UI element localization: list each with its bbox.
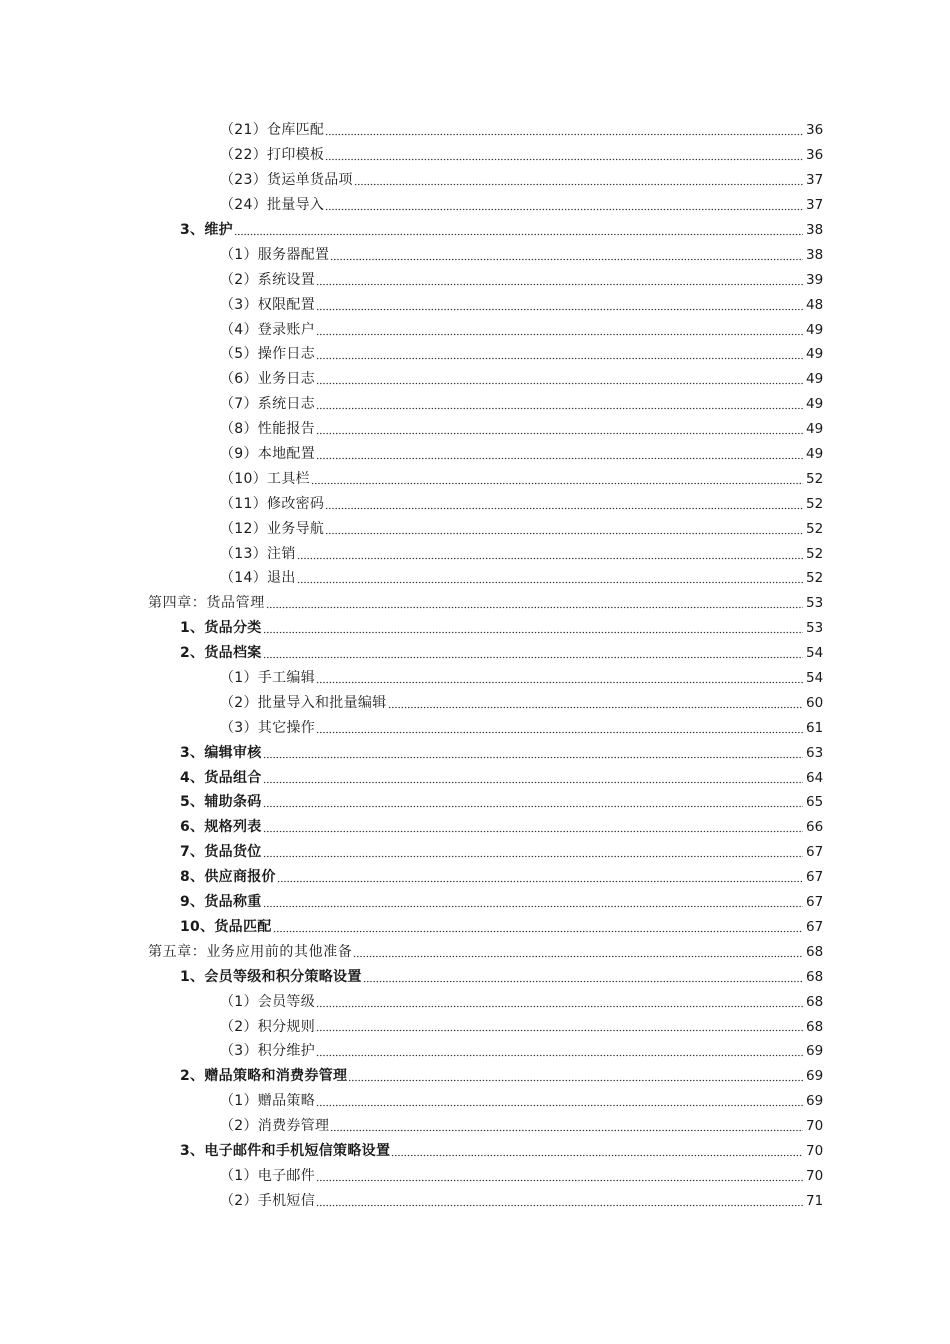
toc-entry[interactable] (0, 591, 950, 616)
toc-page-number: 48 (806, 296, 824, 313)
toc-entry-title: 10、货品匹配 (180, 918, 272, 935)
toc-page-number: 52 (806, 470, 824, 487)
toc-entry-title: 1、会员等级和积分策略设置 (180, 968, 362, 985)
toc-entry-title: （2）消费券管理 (220, 1118, 330, 1135)
toc-page-number: 53 (806, 620, 824, 637)
toc-dot-leader (266, 606, 803, 610)
toc-page-number: 49 (806, 371, 824, 388)
toc-entry[interactable] (0, 815, 950, 840)
toc-dot-leader (354, 183, 803, 187)
toc-page-number: 37 (806, 197, 824, 214)
toc-dot-leader (316, 730, 803, 734)
toc-page-number: 69 (806, 1068, 824, 1085)
toc-dot-leader (263, 656, 803, 660)
toc-entry[interactable] (0, 193, 950, 218)
toc-page-number: 49 (806, 421, 824, 438)
toc-entry[interactable] (0, 765, 950, 790)
toc-page-number: 60 (806, 694, 824, 711)
toc-entry[interactable] (0, 143, 950, 168)
toc-entry-title: （21）仓库匹配 (220, 122, 325, 139)
table-of-contents (0, 118, 950, 1213)
toc-dot-leader (325, 133, 803, 137)
toc-dot-leader (316, 382, 803, 386)
toc-page-number: 68 (806, 993, 824, 1010)
toc-page-number: 67 (806, 844, 824, 861)
toc-dot-leader (325, 531, 803, 535)
toc-entry-title: （12）业务导航 (220, 520, 325, 537)
toc-entry[interactable] (0, 442, 950, 467)
toc-entry[interactable] (0, 915, 950, 940)
toc-page-number: 70 (806, 1118, 824, 1135)
toc-entry[interactable] (0, 168, 950, 193)
toc-entry-title: 2、货品档案 (180, 645, 262, 662)
toc-entry-title: 5、辅助条码 (180, 794, 262, 811)
toc-dot-leader (316, 357, 803, 361)
toc-dot-leader (316, 307, 803, 311)
toc-dot-leader (263, 780, 803, 784)
toc-entry[interactable] (0, 1089, 950, 1114)
toc-entry-title: 1、货品分类 (180, 620, 262, 637)
toc-page-number: 52 (806, 545, 824, 562)
toc-entry-title: 6、规格列表 (180, 819, 262, 836)
toc-dot-leader (316, 680, 803, 684)
toc-entry[interactable] (0, 342, 950, 367)
toc-entry-title: （1）会员等级 (220, 993, 316, 1010)
toc-entry-title: 3、维护 (180, 222, 233, 238)
toc-entry[interactable] (0, 641, 950, 666)
toc-dot-leader (263, 805, 803, 809)
toc-entry-title: （3）积分维护 (220, 1043, 316, 1060)
toc-dot-leader (234, 232, 803, 236)
toc-entry-title: （2）批量导入和批量编辑 (220, 694, 387, 711)
toc-dot-leader (316, 432, 803, 436)
toc-page-number: 71 (806, 1192, 824, 1209)
toc-page-number: 63 (806, 744, 824, 761)
toc-dot-leader (316, 407, 803, 411)
toc-dot-leader (263, 905, 803, 909)
toc-entry[interactable] (0, 1139, 950, 1164)
toc-dot-leader (353, 954, 803, 958)
toc-page-number: 54 (806, 670, 824, 687)
toc-dot-leader (316, 332, 803, 336)
toc-page-number: 68 (806, 943, 824, 960)
toc-entry-title: 4、货品组合 (180, 769, 262, 786)
toc-entry[interactable] (0, 541, 950, 566)
toc-entry[interactable] (0, 715, 950, 740)
toc-entry-title: （24）批量导入 (220, 197, 325, 214)
toc-entry[interactable] (0, 840, 950, 865)
toc-entry[interactable] (0, 516, 950, 541)
toc-entry[interactable] (0, 989, 950, 1014)
toc-dot-leader (316, 1178, 803, 1182)
toc-entry[interactable] (0, 1163, 950, 1188)
toc-entry[interactable] (0, 690, 950, 715)
toc-entry-title: （1）手工编辑 (220, 670, 316, 687)
toc-entry-title: 7、货品货位 (180, 844, 262, 861)
toc-dot-leader (388, 705, 803, 709)
toc-entry[interactable] (0, 392, 950, 417)
toc-entry-title: （2）系统设置 (220, 271, 316, 288)
toc-entry-title: （10）工具栏 (220, 470, 310, 487)
toc-entry-title: 8、供应商报价 (180, 869, 276, 886)
toc-page-number: 68 (806, 1018, 824, 1035)
toc-entry[interactable] (0, 317, 950, 342)
toc-page-number: 65 (806, 794, 824, 811)
toc-page-number: 67 (806, 894, 824, 911)
toc-entry-title: （2）手机短信 (220, 1192, 316, 1209)
toc-entry[interactable] (0, 218, 950, 243)
toc-entry[interactable] (0, 666, 950, 691)
toc-entry-title: （23）货运单货品项 (220, 172, 353, 189)
toc-page-number: 36 (806, 122, 824, 139)
toc-entry-title: （5）操作日志 (220, 346, 316, 363)
toc-entry[interactable] (0, 417, 950, 442)
toc-entry[interactable] (0, 242, 950, 267)
toc-page-number: 64 (806, 769, 824, 786)
toc-entry[interactable] (0, 1064, 950, 1089)
toc-page-number: 69 (806, 1093, 824, 1110)
toc-dot-leader (316, 1054, 803, 1058)
toc-entry[interactable] (0, 790, 950, 815)
toc-entry[interactable] (0, 267, 950, 292)
toc-dot-leader (316, 1029, 803, 1033)
toc-page-number: 49 (806, 396, 824, 413)
toc-entry-title: （6）业务日志 (220, 371, 316, 388)
toc-entry[interactable] (0, 865, 950, 890)
toc-entry[interactable] (0, 1188, 950, 1213)
toc-entry-title: 3、编辑审核 (180, 744, 262, 761)
toc-dot-leader (263, 855, 803, 859)
toc-entry[interactable] (0, 740, 950, 765)
toc-entry-title: （1）电子邮件 (220, 1167, 316, 1184)
toc-page-number: 49 (806, 321, 824, 338)
toc-entry[interactable] (0, 491, 950, 516)
toc-page-number: 38 (806, 222, 824, 238)
toc-page-number: 38 (806, 246, 824, 263)
toc-entry[interactable] (0, 566, 950, 591)
toc-dot-leader (297, 556, 803, 560)
toc-entry-title: （3）权限配置 (220, 296, 316, 313)
toc-page-number: 39 (806, 271, 824, 288)
toc-page-number: 52 (806, 570, 824, 587)
toc-entry[interactable] (0, 616, 950, 641)
toc-entry-title: （1）赠品策略 (220, 1093, 316, 1110)
toc-page-number: 52 (806, 495, 824, 512)
toc-entry-title: （14）退出 (220, 570, 296, 587)
toc-page-number: 69 (806, 1043, 824, 1060)
toc-entry-title: （1）服务器配置 (220, 246, 330, 263)
toc-dot-leader (263, 830, 803, 834)
toc-entry[interactable] (0, 939, 950, 964)
toc-dot-leader (316, 1004, 803, 1008)
toc-dot-leader (316, 282, 803, 286)
toc-dot-leader (311, 481, 803, 485)
toc-page-number: 61 (806, 719, 824, 736)
toc-page-number: 68 (806, 968, 824, 985)
toc-page-number: 67 (806, 918, 824, 935)
toc-entry-title: 第四章：货品管理 (148, 595, 265, 612)
toc-page-number: 36 (806, 147, 824, 164)
toc-page-number: 53 (806, 595, 824, 612)
toc-dot-leader (330, 257, 803, 261)
toc-page-number: 66 (806, 819, 824, 836)
toc-dot-leader (363, 979, 803, 983)
toc-page-number: 52 (806, 520, 824, 537)
toc-page-number: 49 (806, 346, 824, 363)
toc-entry[interactable] (0, 1039, 950, 1064)
toc-entry-title: （2）积分规则 (220, 1018, 316, 1035)
toc-entry[interactable] (0, 466, 950, 491)
toc-entry[interactable] (0, 890, 950, 915)
toc-page-number: 70 (806, 1142, 824, 1159)
toc-dot-leader (348, 1079, 803, 1083)
toc-dot-leader (316, 456, 803, 460)
toc-entry-title: 3、电子邮件和手机短信策略设置 (180, 1142, 391, 1159)
toc-page-number: 37 (806, 172, 824, 189)
toc-dot-leader (263, 755, 803, 759)
toc-entry-title: （8）性能报告 (220, 421, 316, 438)
toc-dot-leader (316, 1203, 803, 1207)
toc-dot-leader (263, 631, 803, 635)
toc-dot-leader (330, 1129, 803, 1133)
toc-page-number: 67 (806, 869, 824, 886)
toc-entry-title: （7）系统日志 (220, 396, 316, 413)
toc-dot-leader (277, 880, 803, 884)
toc-entry-title: 9、货品称重 (180, 894, 262, 911)
toc-entry[interactable] (0, 118, 950, 143)
toc-page-number: 49 (806, 446, 824, 463)
toc-entry[interactable] (0, 964, 950, 989)
toc-page-number: 54 (806, 645, 824, 662)
toc-dot-leader (391, 1153, 803, 1157)
toc-dot-leader (273, 929, 803, 933)
toc-entry-title: 2、赠品策略和消费券管理 (180, 1068, 348, 1085)
toc-entry[interactable] (0, 292, 950, 317)
toc-entry-title: （13）注销 (220, 545, 296, 562)
toc-page-number: 70 (806, 1167, 824, 1184)
toc-entry-title: （22）打印模板 (220, 147, 325, 164)
toc-entry-title: （3）其它操作 (220, 719, 316, 736)
toc-dot-leader (297, 581, 803, 585)
toc-entry-title: （4）登录账户 (220, 321, 316, 338)
toc-dot-leader (316, 1104, 803, 1108)
toc-dot-leader (325, 506, 803, 510)
toc-entry[interactable] (0, 1014, 950, 1039)
toc-entry[interactable] (0, 1114, 950, 1139)
toc-dot-leader (325, 158, 803, 162)
toc-entry-title: （9）本地配置 (220, 446, 316, 463)
toc-entry[interactable] (0, 367, 950, 392)
toc-dot-leader (325, 208, 803, 212)
toc-entry-title: 第五章：业务应用前的其他准备 (148, 943, 353, 960)
toc-entry-title: （11）修改密码 (220, 495, 325, 512)
